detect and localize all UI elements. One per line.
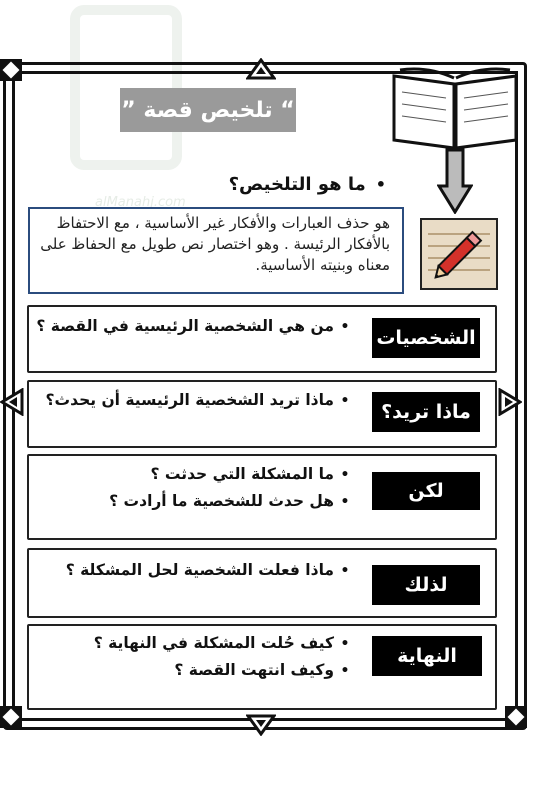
row-line: من هي الشخصية الرئيسية في القصة ؟ <box>36 317 334 335</box>
corner-ornament-bottom-left <box>0 706 22 728</box>
label-but: لكن <box>372 472 480 510</box>
bottom-ornament <box>246 714 276 736</box>
corner-ornament-top-left <box>0 59 22 81</box>
row-end-text: •كيف حُلت المشكلة في النهاية ؟ •وكيف انتهت القصة ؟ <box>93 634 350 679</box>
credit-mark <box>514 660 522 738</box>
row-line: هل حدث للشخصية ما أرادت ؟ <box>109 492 334 510</box>
pencil-paper-icon <box>420 218 498 290</box>
row-line: وكيف انتهت القصة ؟ <box>174 661 334 679</box>
row-line: كيف حُلت المشكلة في النهاية ؟ <box>93 634 334 652</box>
row-line: ما المشكلة التي حدثت ؟ <box>150 465 334 483</box>
row-wants-text: •ماذا تريد الشخصية الرئيسية أن يحدث؟ <box>45 391 350 409</box>
row-line: ماذا تريد الشخصية الرئيسية أن يحدث؟ <box>45 391 334 409</box>
question-bullet: • <box>375 175 386 194</box>
label-end: النهاية <box>372 636 482 676</box>
row-but-text: •ما المشكلة التي حدثت ؟ •هل حدث للشخصية ما أرادت ؟ <box>109 465 350 510</box>
label-so: لذلك <box>372 565 480 605</box>
watermark-text: alManahj.com <box>95 195 186 210</box>
row-line: ماذا فعلت الشخصية لحل المشكلة ؟ <box>65 561 334 579</box>
row-characters-text: •من هي الشخصية الرئيسية في القصة ؟ <box>36 317 350 335</box>
row-so-text: •ماذا فعلت الشخصية لحل المشكلة ؟ <box>65 561 350 579</box>
definition-box <box>28 207 404 294</box>
down-arrow-icon <box>437 148 473 214</box>
top-ornament <box>246 58 276 80</box>
question-line <box>229 174 386 195</box>
side-ornament-left <box>0 388 24 416</box>
page-title: “ تلخيص قصة ” <box>120 88 296 132</box>
label-wants: ماذا تريد؟ <box>372 392 480 432</box>
label-characters: الشخصيات <box>372 318 480 358</box>
definition-text: هو حذف العبارات والأفكار غير الأساسية ، مع الاحتفاظ بالأفكار الرئيسة . وهو اختصار نص طويل مع الحفاظ على معناه وبنيته الأساسية. <box>40 214 390 274</box>
open-book-icon <box>388 62 522 154</box>
question-text: ما هو التلخيص؟ <box>228 174 366 195</box>
side-ornament-right <box>498 388 522 416</box>
